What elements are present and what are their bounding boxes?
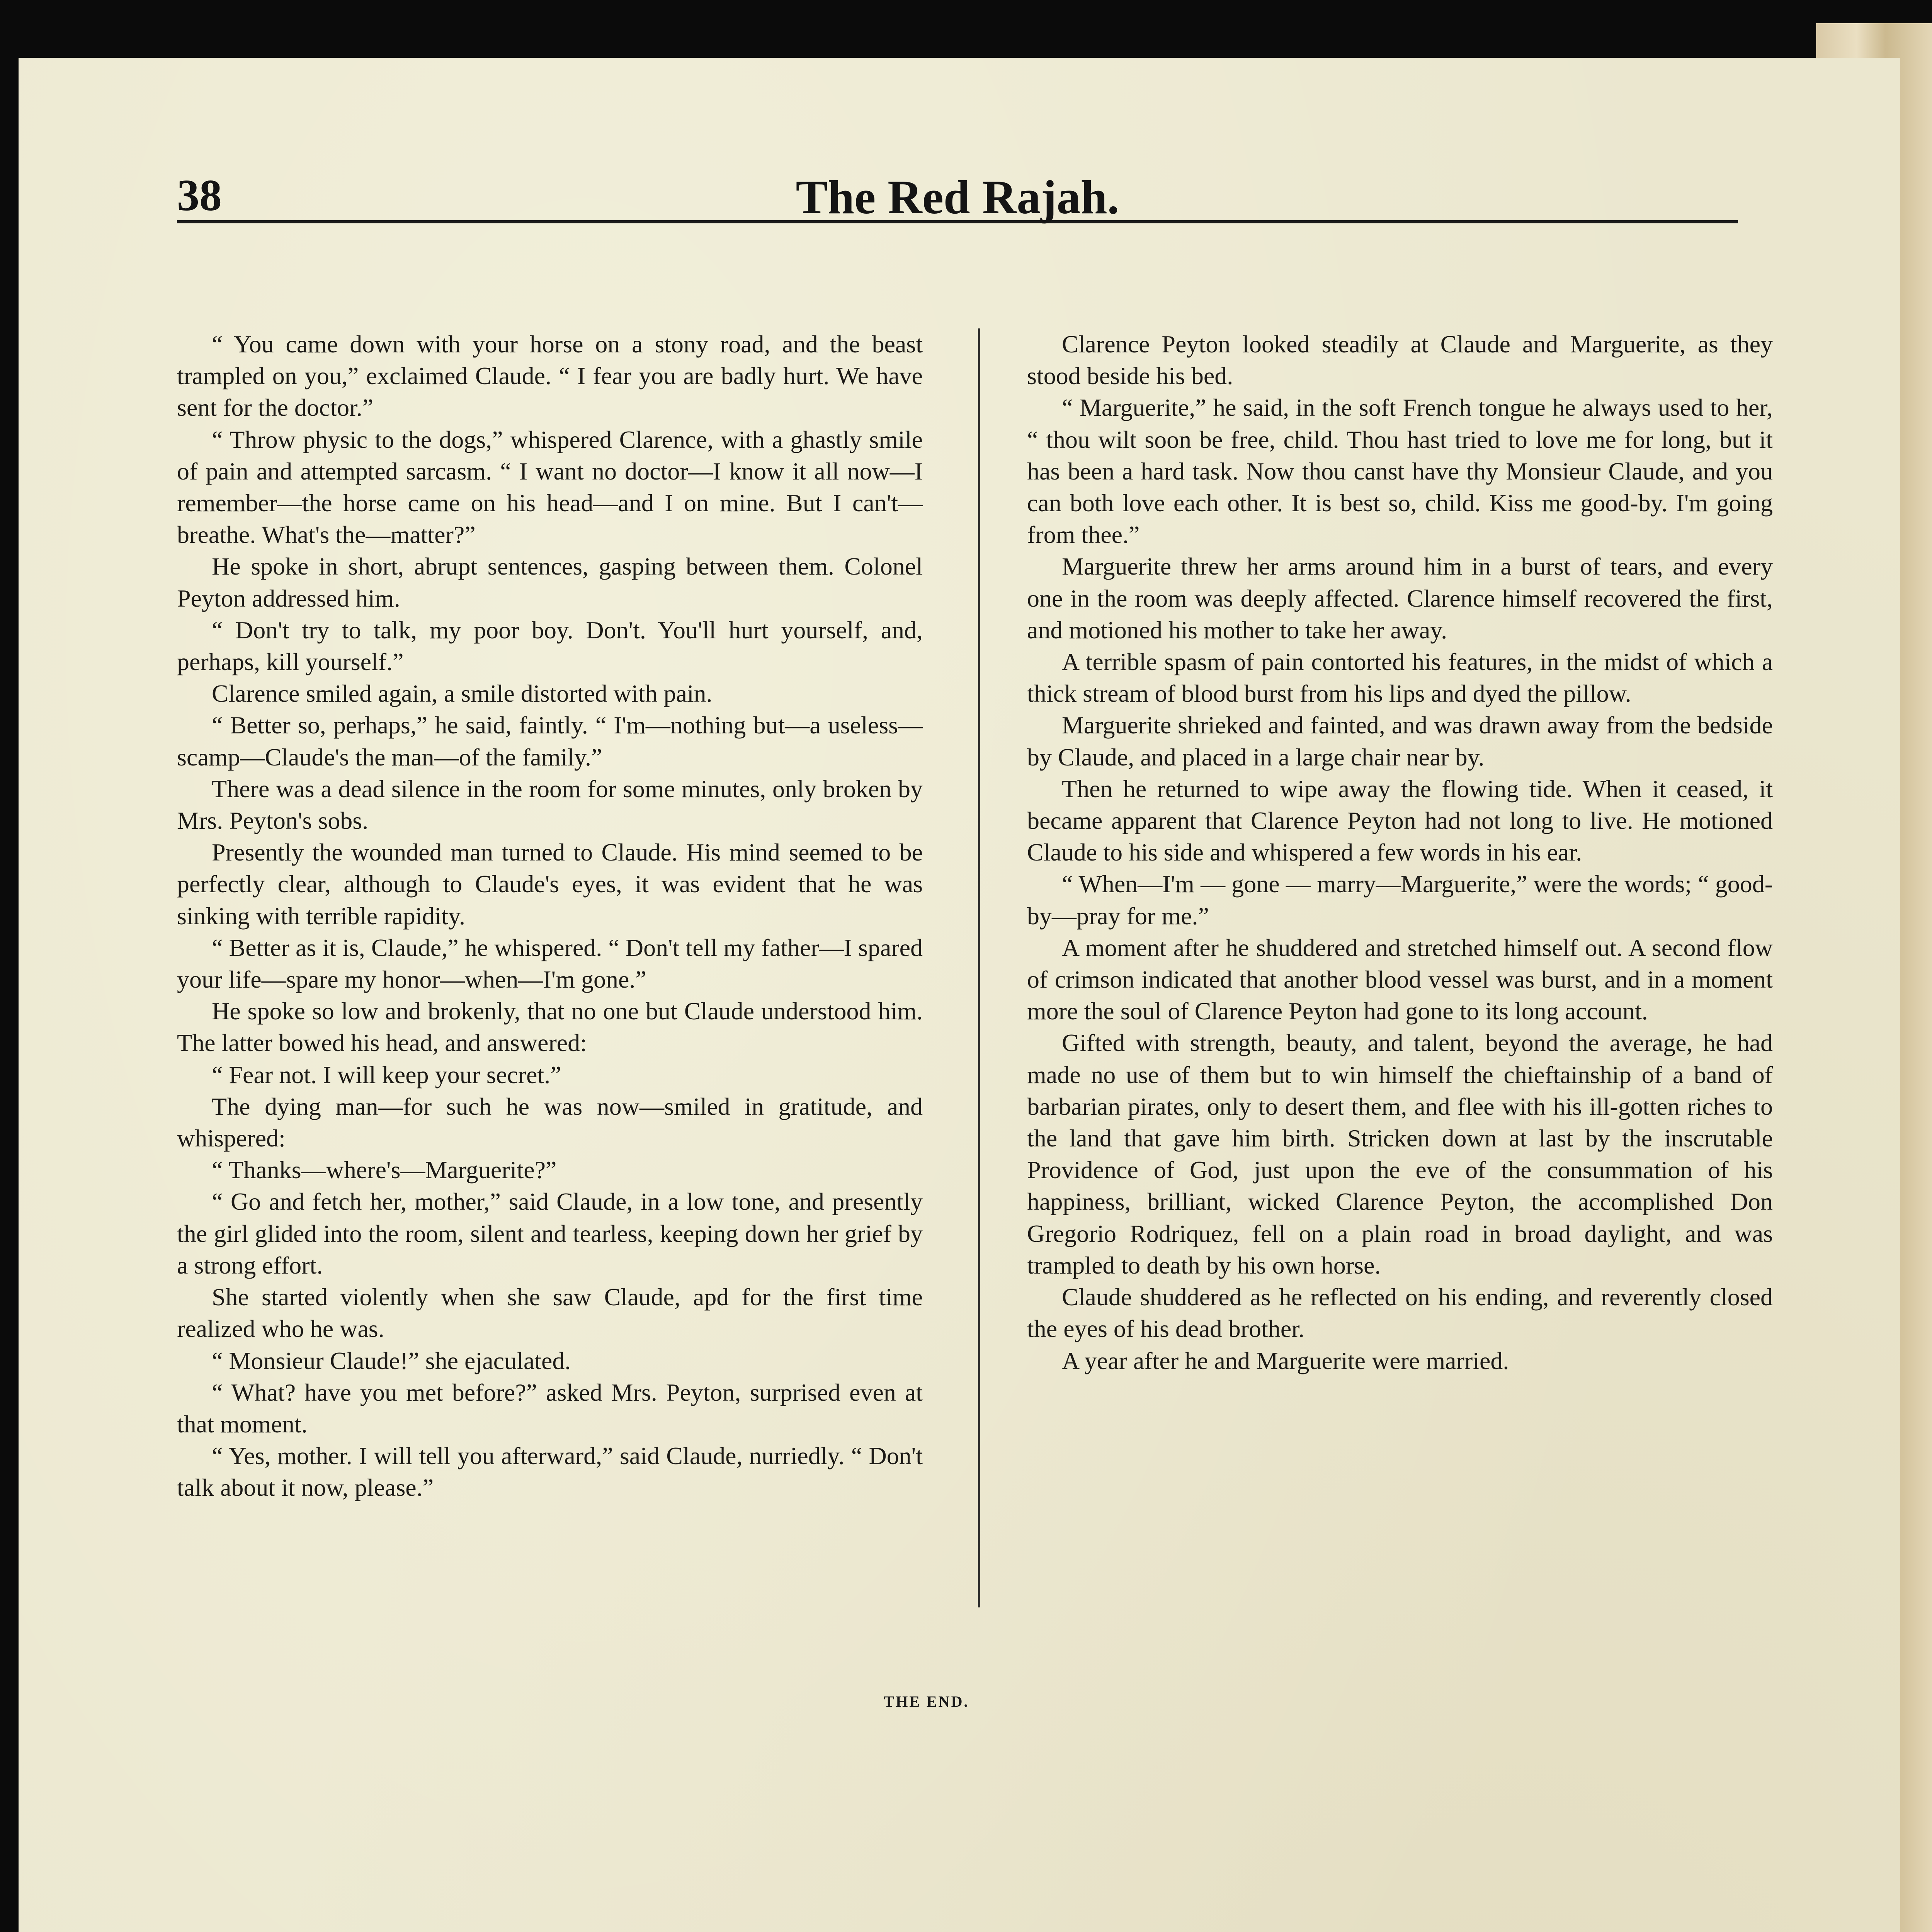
paragraph: “ Fear not. I will keep your secret.” <box>212 1061 561 1088</box>
printed-page <box>19 58 1900 1932</box>
paragraph: “ Throw physic to the dogs,” whispered Clarence, with a ghastly smile of pain and attempted sarcasm. “ I want no doctor—I know it all now—I remember—the horse came on his head—and I on mine. But I can't—breathe. What's the—matter?” <box>177 425 923 549</box>
paragraph: Gifted with strength, beauty, and talent, beyond the average, he had made no use of them but to win himself the chieftainship of a band of barbarian pirates, only to desert them, and flee with his ill-gotten riches to the land that gave him birth. Stricken down at last by the inscrutable Providence of God, just upon the eve of the consummation of his happiness, brilliant, wicked Clarence Peyton, the accomplished Don Gregorio Rodriquez, fell on a plain road in broad daylight, and was trampled to death by his own horse. <box>1027 1029 1773 1279</box>
page-header <box>177 170 1738 223</box>
bleed-through-text <box>961 1488 1773 1932</box>
column-divider <box>978 328 980 1607</box>
paragraph: The dying man—for such he was now—smiled in gratitude, and whispered: <box>177 1092 923 1152</box>
running-title: The Red Rajah. <box>796 171 1119 224</box>
left-column <box>177 328 923 1504</box>
paragraph: “ What? have you met before?” asked Mrs. Peyton, surprised even at that moment. <box>177 1378 923 1438</box>
page-number: 38 <box>177 171 222 220</box>
paragraph: A year after he and Marguerite were married. <box>1062 1347 1509 1374</box>
paragraph: “ Better so, perhaps,” he said, faintly. “ I'm—nothing but—a useless—scamp—Claude's the man—of the family.” <box>177 711 923 771</box>
paragraph: “ Yes, mother. I will tell you afterward,” said Claude, nurriedly. “ Don't talk about it now, please.” <box>177 1442 923 1502</box>
the-end-label: THE END. <box>884 1693 969 1710</box>
paragraph: He spoke so low and brokenly, that no one but Claude understood him. The latter bowed his head, and answered: <box>177 997 923 1057</box>
paragraph: “ Don't try to talk, my poor boy. Don't. You'll hurt yourself, and, perhaps, kill yourself.” <box>177 616 923 676</box>
paragraph: “ You came down with your horse on a stony road, and the beast trampled on you,” exclaimed Claude. “ I fear you are badly hurt. We have sent for the doctor.” <box>177 330 923 422</box>
paragraph: A terrible spasm of pain contorted his features, in the midst of which a thick stream of blood burst from his lips and dyed the pillow. <box>1027 648 1773 707</box>
paragraph: “ Better as it is, Claude,” he whispered. “ Don't tell my father—I spared your life—spare my honor—when—I'm gone.” <box>177 934 923 993</box>
paragraph: She started violently when she saw Claude, apd for the first time realized who he was. <box>177 1283 923 1343</box>
paragraph: There was a dead silence in the room for some minutes, only broken by Mrs. Peyton's sobs. <box>177 775 923 835</box>
paragraph: Clarence Peyton looked steadily at Claude and Marguerite, as they stood beside his bed. <box>1027 330 1773 390</box>
paragraph: Marguerite threw her arms around him in a burst of tears, and every one in the room was deeply affected. Clarence himself recovered the first, and motioned his mother to take her away. <box>1027 553 1773 644</box>
paragraph: Marguerite shrieked and fainted, and was drawn away from the bedside by Claude, and placed in a large chair near by. <box>1027 711 1773 771</box>
paragraph: Presently the wounded man turned to Claude. His mind seemed to be perfectly clear, although to Claude's eyes, it was evident that he was sinking with terrible rapidity. <box>177 838 923 930</box>
paragraph: Claude shuddered as he reflected on his ending, and reverently closed the eyes of his dead brother. <box>1027 1283 1773 1343</box>
paragraph: “ Go and fetch her, mother,” said Claude, in a low tone, and presently the girl glided into the room, silent and tearless, keeping down her grief by a strong effort. <box>177 1188 923 1279</box>
paragraph: Then he returned to wipe away the flowing tide. When it ceased, it became apparent that Clarence Peyton had not long to live. He motioned Claude to his side and whispered a few words in his ear. <box>1027 775 1773 866</box>
paragraph: “ Marguerite,” he said, in the soft French tongue he always used to her, “ thou wilt soon be free, child. Thou hast tried to love me for long, but it has been a hard task. Now thou canst have thy Monsieur Claude, and you can both love each other. It is best so, child. Kiss me good-by. I'm going from thee.” <box>1027 394 1773 549</box>
paragraph: He spoke in short, abrupt sentences, gasping between them. Colonel Peyton addressed him. <box>177 553 923 612</box>
right-column <box>1027 328 1773 1377</box>
paragraph: “ Monsieur Claude!” she ejaculated. <box>212 1347 571 1374</box>
paragraph: “ Thanks—where's—Marguerite?” <box>212 1156 557 1184</box>
paragraph: Clarence smiled again, a smile distorted with pain. <box>212 680 713 707</box>
paragraph: A moment after he shuddered and stretched himself out. A second flow of crimson indicated that another blood vessel was burst, and in a moment more the soul of Clarence Peyton had gone to its long account. <box>1027 934 1773 1025</box>
paragraph: “ When—I'm — gone — marry—Marguerite,” were the words; “ good-by—pray for me.” <box>1027 870 1773 930</box>
